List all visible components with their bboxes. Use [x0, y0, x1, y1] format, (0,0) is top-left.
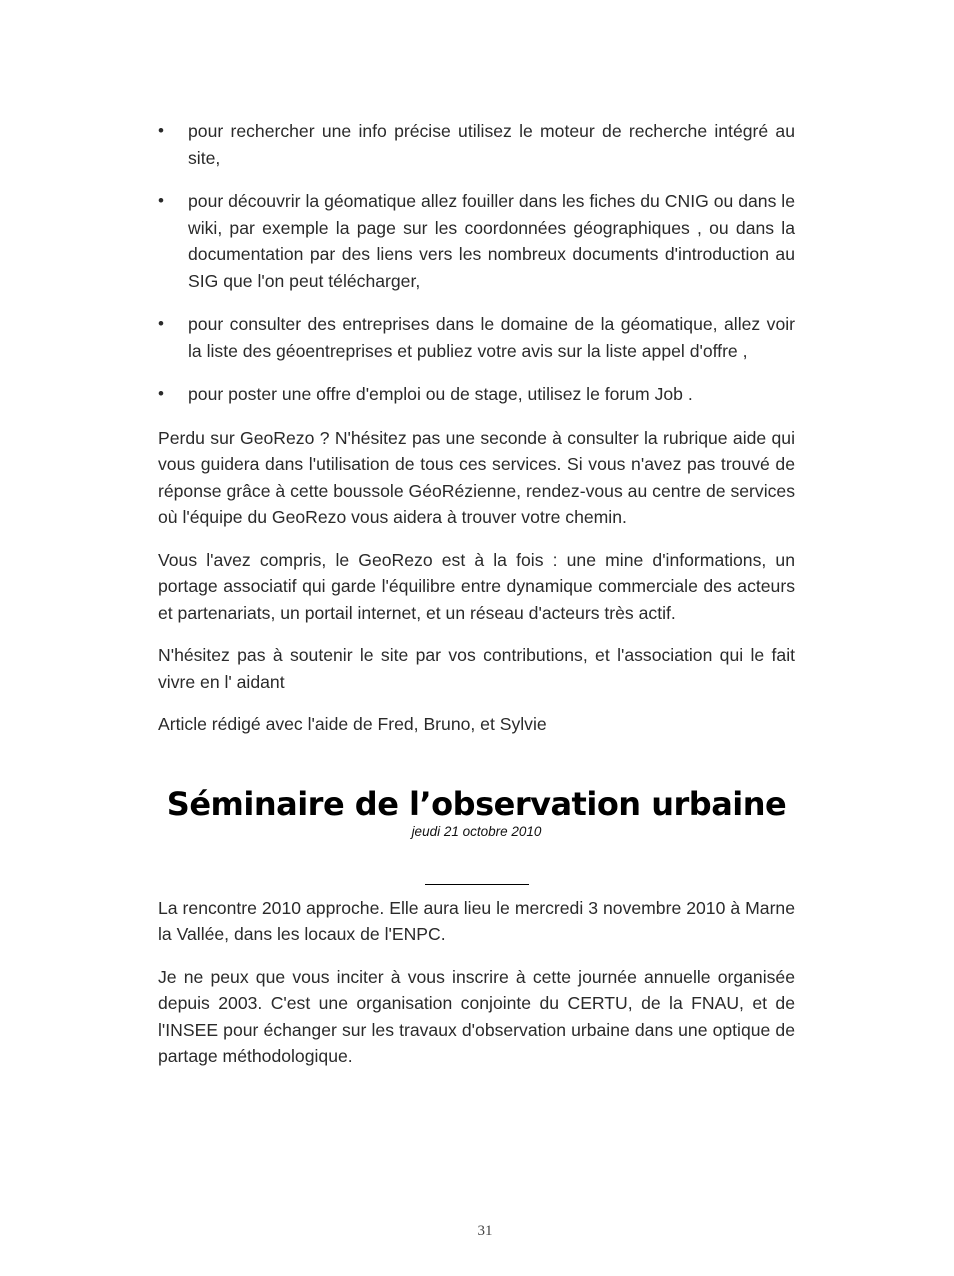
- article-paragraph: Je ne peux que vous inciter à vous inscrire à cette journée annuelle organisée depuis 2003. C'est une organisation conjointe du CERTU, de la FNAU, et de l'INSEE pour échanger sur les travaux d'observation urbaine dans une optique de partage méthodologique.: [158, 966, 795, 1066]
- list-item: • pour poster une offre d'emploi ou de stage, utilisez le forum Job .: [158, 381, 795, 408]
- article-title: Séminaire de l’observation urbaine: [166, 784, 787, 823]
- bullet-list: [158, 118, 795, 408]
- list-item: • pour découvrir la géomatique allez fouiller dans les fiches du CNIG ou dans le wiki, par exemple la page sur les coordonnées géographiques , ou dans la documentation par des liens vers les nombreux documents d'introduction au SIG que l'on peut télécharger,: [158, 188, 795, 294]
- separator-line: [425, 884, 529, 885]
- article-paragraph: La rencontre 2010 approche. Elle aura lieu le mercredi 3 novembre 2010 à Marne la Vallée, dans les locaux de l'ENPC.: [158, 897, 795, 944]
- article-heading: [158, 784, 795, 885]
- page-number: 31: [477, 1223, 493, 1239]
- list-item: • pour rechercher une info précise utilisez le moteur de recherche intégré au site,: [158, 118, 795, 171]
- paragraph-help: Perdu sur GeoRezo ? N'hésitez pas une seconde à consulter la rubrique aide qui vous guidera dans l'utilisation de tous ces services. Si vous n'avez pas trouvé de réponse grâce à cette boussole GéoRézienne, rendez-vous au centre de services où l'équipe du GeoRezo vous aidera à trouver votre chemin.: [158, 427, 795, 527]
- list-item: • pour consulter des entreprises dans le domaine de la géomatique, allez voir la liste des géoentreprises et publiez votre avis sur la liste appel d'offre ,: [158, 311, 795, 364]
- page-content: [158, 118, 795, 1086]
- paragraph-support: N'hésitez pas à soutenir le site par vos contributions, et l'association qui le fait vivre en l' aidant: [158, 645, 795, 692]
- paragraph-summary: Vous l'avez compris, le GeoRezo est à la fois : une mine d'informations, un portage associatif qui garde l'équilibre entre dynamique commerciale des acteurs et partenariats, un portail internet, et un réseau d'acteurs très actif.: [158, 549, 795, 623]
- paragraph-credits: Article rédigé avec l'aide de Fred, Bruno, et Sylvie: [158, 714, 547, 734]
- article-date: jeudi 21 octobre 2010: [411, 823, 542, 839]
